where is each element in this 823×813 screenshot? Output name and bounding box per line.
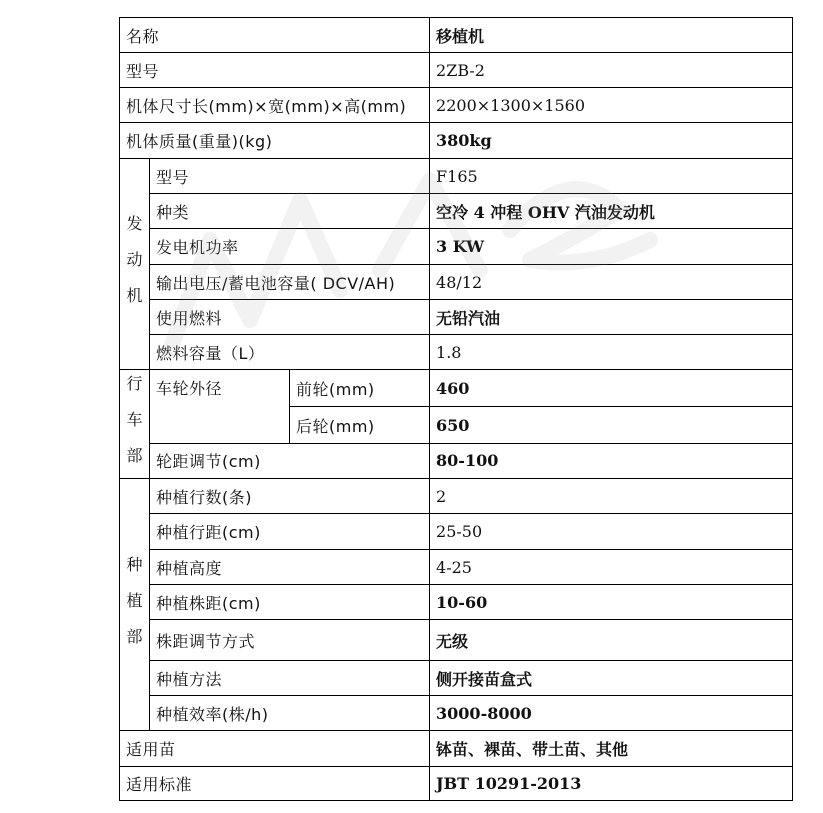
planting-group-char: 植 bbox=[126, 590, 143, 610]
dimensions-value: 2200×1300×1560 bbox=[430, 88, 793, 123]
standard-label: 适用标准 bbox=[120, 767, 430, 801]
standard-value: JBT 10291-2013 bbox=[430, 767, 793, 801]
planting-height-label: 种植高度 bbox=[150, 550, 430, 585]
name-label: 名称 bbox=[120, 18, 430, 53]
row-row-spacing bbox=[120, 514, 793, 550]
row-standard bbox=[120, 767, 793, 801]
engine-type-value: 空冷 4 冲程 OHV 汽油发动机 bbox=[430, 194, 793, 229]
rear-wheel-label: 后轮(mm) bbox=[290, 407, 430, 443]
planting-efficiency-label: 种植效率(株/h) bbox=[150, 696, 430, 731]
name-value: 移植机 bbox=[430, 18, 793, 53]
row-spacing-value: 25-50 bbox=[430, 514, 793, 550]
engine-group-char: 机 bbox=[126, 286, 143, 305]
row-fuel-type bbox=[120, 300, 793, 335]
planting-efficiency-value: 3000-8000 bbox=[430, 696, 793, 731]
planting-group-label bbox=[120, 479, 150, 731]
model-label: 型号 bbox=[120, 53, 430, 88]
fuel-capacity-label: 燃料容量（L） bbox=[150, 335, 430, 370]
planting-method-value: 侧开接苗盒式 bbox=[430, 661, 793, 696]
planting-group-char: 部 bbox=[126, 626, 143, 646]
row-model bbox=[120, 53, 793, 88]
row-planting-method bbox=[120, 661, 793, 696]
row-track-adjust bbox=[120, 443, 793, 478]
row-fuel-capacity bbox=[120, 335, 793, 370]
row-seedlings bbox=[120, 731, 793, 767]
row-dimensions bbox=[120, 88, 793, 123]
weight-label: 机体质量(重量)(kg) bbox=[120, 123, 430, 159]
planting-height-value: 4-25 bbox=[430, 550, 793, 585]
spec-table bbox=[119, 17, 793, 801]
fuel-type-value: 无铅汽油 bbox=[430, 300, 793, 335]
engine-model-label: 型号 bbox=[150, 159, 430, 194]
row-plant-spacing bbox=[120, 585, 793, 620]
generator-power-value: 3 KW bbox=[430, 229, 793, 265]
row-spacing-adjust bbox=[120, 620, 793, 661]
spacing-adjust-label: 株距调节方式 bbox=[150, 620, 430, 661]
output-voltage-value: 48/12 bbox=[430, 265, 793, 300]
row-name bbox=[120, 18, 793, 53]
row-generator-power bbox=[120, 229, 793, 265]
row-planting-rows bbox=[120, 479, 793, 514]
row-engine-type bbox=[120, 194, 793, 229]
engine-group-label bbox=[120, 159, 150, 370]
front-wheel-label: 前轮(mm) bbox=[290, 370, 430, 407]
row-spacing-label: 种植行距(cm) bbox=[150, 514, 430, 550]
rear-wheel-value: 650 bbox=[430, 407, 793, 443]
plant-spacing-label: 种植株距(cm) bbox=[150, 585, 430, 620]
engine-model-value: F165 bbox=[430, 159, 793, 194]
engine-group-char: 动 bbox=[126, 250, 143, 269]
planting-group-char: 种 bbox=[126, 554, 143, 574]
travel-group-char: 行 bbox=[126, 374, 143, 393]
output-voltage-label: 输出电压/蓄电池容量( DCV/AH) bbox=[150, 265, 430, 300]
fuel-type-label: 使用燃料 bbox=[150, 300, 430, 335]
row-weight bbox=[120, 123, 793, 159]
row-front-wheel bbox=[120, 370, 793, 407]
planting-rows-label: 种植行数(条) bbox=[150, 479, 430, 514]
track-adjust-value: 80-100 bbox=[430, 443, 793, 478]
row-planting-efficiency bbox=[120, 696, 793, 731]
travel-group-char: 车 bbox=[126, 410, 143, 429]
front-wheel-value: 460 bbox=[430, 370, 793, 407]
seedlings-value: 钵苗、裸苗、带土苗、其他 bbox=[430, 731, 793, 767]
model-value: 2ZB-2 bbox=[430, 53, 793, 88]
track-adjust-label: 轮距调节(cm) bbox=[150, 443, 430, 478]
row-planting-height bbox=[120, 550, 793, 585]
fuel-capacity-value: 1.8 bbox=[430, 335, 793, 370]
generator-power-label: 发电机功率 bbox=[150, 229, 430, 265]
row-engine-model bbox=[120, 159, 793, 194]
row-output-voltage bbox=[120, 265, 793, 300]
engine-group-char: 发 bbox=[126, 214, 143, 233]
spacing-adjust-value: 无级 bbox=[430, 620, 793, 661]
dimensions-label: 机体尺寸长(mm)×宽(mm)×高(mm) bbox=[120, 88, 430, 123]
weight-value: 380kg bbox=[430, 123, 793, 159]
planting-method-label: 种植方法 bbox=[150, 661, 430, 696]
engine-type-label: 种类 bbox=[150, 194, 430, 229]
seedlings-label: 适用苗 bbox=[120, 731, 430, 767]
travel-group-label bbox=[120, 370, 150, 479]
planting-rows-value: 2 bbox=[430, 479, 793, 514]
plant-spacing-value: 10-60 bbox=[430, 585, 793, 620]
wheel-diameter-label: 车轮外径 bbox=[150, 370, 290, 444]
travel-group-char: 部 bbox=[126, 446, 143, 465]
